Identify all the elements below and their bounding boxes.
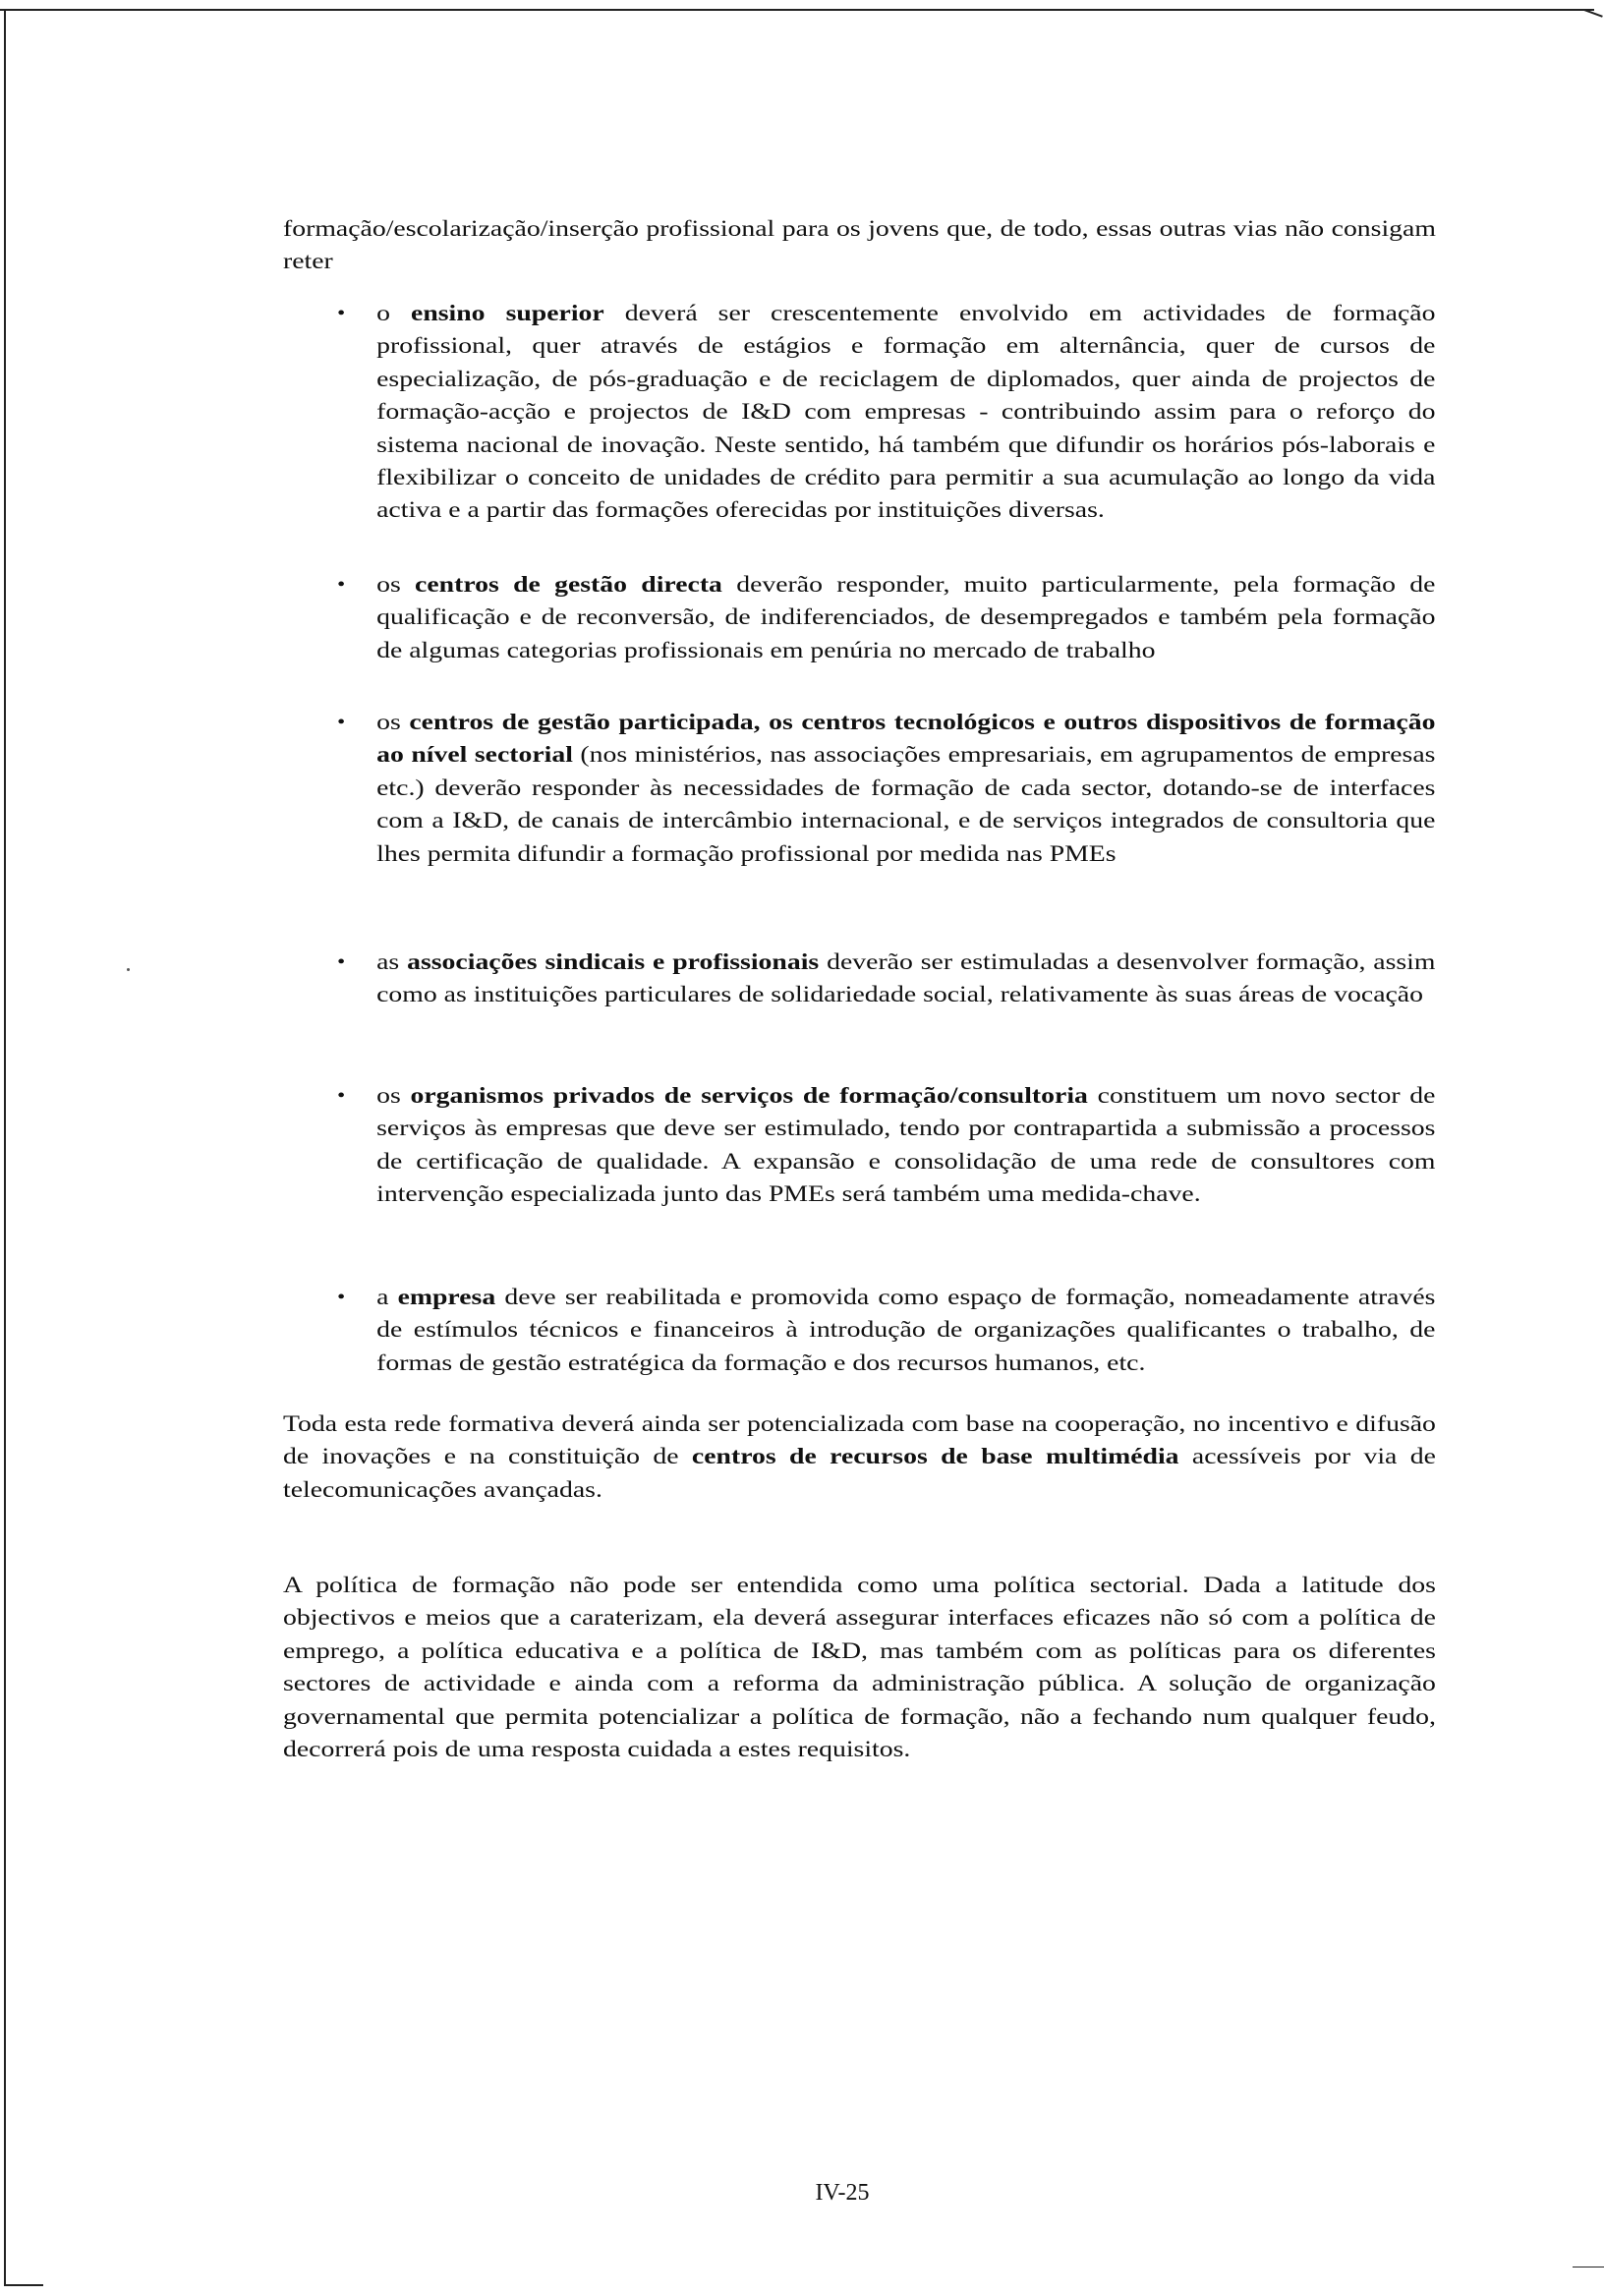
paragraph-text: Toda esta rede formativa deverá ainda ser potencializada com base na cooperação, no incentivo e difusão de inovações e na constituição de [283, 1411, 1436, 1470]
scan-border-left [4, 9, 6, 2285]
scan-border-bottom-left [4, 2284, 43, 2286]
bullet-keyword: centros de gestão directa [415, 572, 722, 598]
bullet-text: deverá ser crescentemente envolvido em actividades de formação profissional, quer através de estágios e formação em alternância, quer de cursos de especialização, de pós-graduação e de reciclagem de diplomados, quer ainda de projectos de formação-acção e projectos de I&D com empresas - contribuindo assim para o reforço do sistema nacional de inovação. Neste sentido, há também que difundir os horários pós-laborais e flexibilizar o conceito de unidades de crédito para permitir a sua acumulação ao longo da vida activa e a partir das formações oferecidas por instituições diversas. [376, 301, 1436, 524]
scan-border-top [0, 9, 1594, 11]
bullet-text: (nos ministérios, nas associações empresariais, em agrupamentos de empresas etc.) deverão responder às necessidades de formação de cada sector, dotando-se de interfaces com a I&D, de canais de intercâmbio internacional, e de serviços integrados de consultoria que lhes permita difundir a formação profissional por medida nas PMEs [376, 742, 1436, 867]
bullet-icon: • [337, 574, 346, 596]
paragraph-keyword: centros de recursos de base multimédia [691, 1444, 1179, 1470]
page-number: IV-25 [815, 2180, 870, 2206]
scan-speck [127, 968, 130, 971]
bullet-icon: • [337, 951, 346, 973]
bullet-text: deve ser reabilitada e promovida como espaço de formação, nomeadamente através de estímulos técnicos e financeiros à introdução de organizações qualificantes o trabalho, de formas de gestão estratégica da formação e dos recursos humanos, etc. [376, 1285, 1436, 1376]
bullet-text: as [376, 949, 408, 975]
bullet-icon: • [337, 1287, 346, 1308]
bullet-keyword: associações sindicais e profissionais [407, 949, 820, 975]
bullet-icon: • [337, 303, 346, 324]
bullet-keyword: ensino superior [411, 301, 604, 326]
bullet-icon: • [337, 1085, 346, 1107]
bullet-empresa [337, 1282, 1435, 1380]
bullet-ensino-superior [337, 298, 1435, 528]
bullet-text: a [376, 1285, 398, 1310]
bullet-text: o [376, 301, 412, 326]
bullet-keyword: centros de gestão participada, os centros tecnológicos e outros dispositivos de formação ao nível sectorial [376, 710, 1436, 769]
bullet-centros-gestao-directa [337, 569, 1435, 667]
bullet-organismos-privados [337, 1080, 1435, 1212]
bullet-keyword: organismos privados de serviços de formação/consultoria [410, 1083, 1088, 1109]
bullet-text: deverão ser estimuladas a desenvolver formação, assim como as instituições particulares de solidariedade social, relativamente às suas áreas de vocação [376, 949, 1436, 1008]
bullet-icon: • [337, 712, 346, 733]
bullet-keyword: empresa [397, 1285, 496, 1310]
paragraph-rede-formativa [283, 1408, 1436, 1507]
bullet-text: deverão responder, muito particularmente, pela formação de qualificação e de reconversão, de indiferenciados, de desempregados e também pela formação de algumas categorias profissionais em penúria no mercado de trabalho [376, 572, 1436, 663]
paragraph-continuation: formação/escolarização/inserção profissional para os jovens que, de todo, essas outras vias não consigam reter [283, 216, 1436, 275]
bullet-associacoes [337, 947, 1435, 1012]
bullet-text: constituem um novo sector de serviços às empresas que deve ser estimulado, tendo por contrapartida a submissão a processos de certificação de qualidade. A expansão e consolidação de uma rede de consultores com intervenção especializada junto das PMEs será também uma medida-chave. [376, 1083, 1436, 1208]
bullet-centros-gestao-participada [337, 707, 1435, 871]
paragraph-politica-formacao: A política de formação não pode ser entendida como uma política sectorial. Dada a latitude dos objectivos e meios que a caraterizam, ela deverá assegurar interfaces eficazes não só com a política de emprego, a política educativa e a política de I&D, mas também com as políticas para os diferentes sectores de actividade e ainda com a reforma da administração pública. A solução de organização governamental que permita potencializar a política de formação, não a fechando num qualquer feudo, decorrerá pois de uma resposta cuidada a estes requisitos. [283, 1573, 1436, 1763]
bullet-text: os [376, 572, 416, 598]
bullet-text: os [376, 710, 410, 735]
paragraph-text: acessíveis por via de telecomunicações avançadas. [283, 1444, 1436, 1503]
bullet-text: os [376, 1083, 411, 1109]
